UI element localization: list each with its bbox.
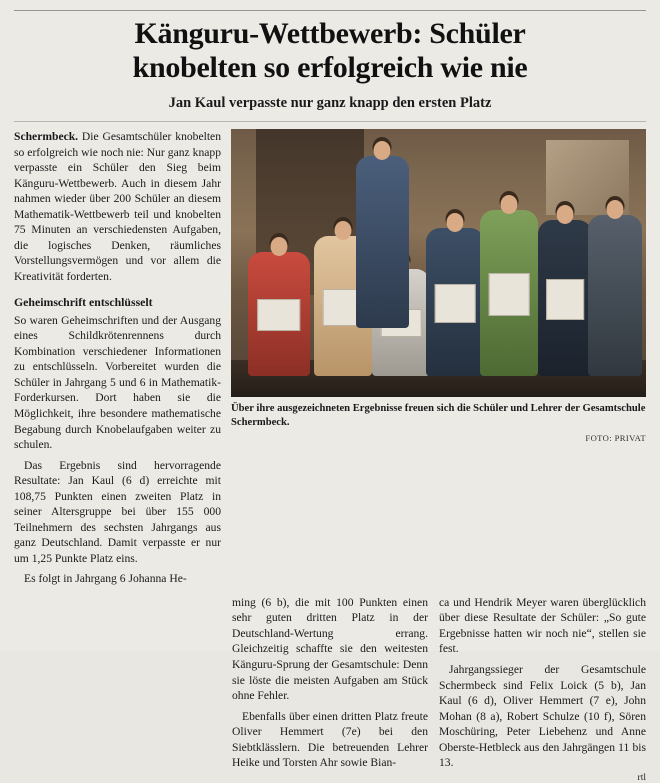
photo-person-head	[374, 141, 391, 160]
section-heading: Geheimschrift entschlüsselt	[14, 294, 153, 309]
article-photo-block	[231, 129, 646, 443]
article-column-middle	[232, 595, 428, 783]
photo-caption: Über ihre ausgezeichneten Ergebnisse freuen sich die Schüler und Lehrer der Gesamtschule Schermbeck.	[231, 403, 646, 428]
article-subheadline: Jan Kaul verpasste nur ganz knapp den ersten Platz	[168, 95, 492, 112]
headline-line-1: Känguru-Wettbewerb: Schüler	[134, 17, 526, 50]
top-divider	[14, 10, 646, 11]
paragraph-mid-1: ming (6 b), die mit 100 Punkten einen sehr guten dritten Platz in der Deutschland-Wertung errang. Gleichzeitig schaffte sie den weitesten Känguru-Sprung der Gesamtschule: Denn sie löste die meisten Aufgaben am Stück ohne Fehler.	[232, 595, 428, 703]
photo-person	[480, 210, 538, 376]
photo-certificate	[257, 299, 301, 331]
photo-credit: FOTO: PRIVAT	[585, 432, 646, 443]
article-column-left-top	[14, 129, 221, 587]
paragraph-left-1: So waren Geheimschriften und der Ausgang eines Schildkrötenrennens durch Kombination verschiedener Informationen zu entschlüsseln. Vorbereitet wurden die Schüler in Jahrgang 5 und 6 in Mathematik-Forderkursen. Dort haben sie die Möglichkeit, ihre besondere mathematische Begabung durch Knobelaufgaben weiter zu schulen.	[14, 313, 221, 452]
photo-person-head	[557, 205, 574, 224]
photo-person-head	[501, 195, 518, 214]
photo-person	[588, 215, 642, 376]
photo-person-head	[335, 221, 352, 240]
photo-certificate	[546, 279, 584, 319]
paragraph-left-3: Es folgt in Jahrgang 6 Johanna He-	[24, 572, 187, 586]
article-lower-section	[14, 595, 646, 783]
photo-person	[538, 220, 592, 375]
photo-person-head	[447, 213, 464, 232]
paragraph-right-1: ca und Hendrik Meyer waren überglücklich über diese Resultate der Schüler: „So gute Ergebnisse hatten wir noch nie“, stellen sie fest.	[439, 595, 646, 656]
group-photo	[231, 129, 646, 397]
article-column-right	[439, 595, 646, 783]
photo-person	[248, 252, 310, 375]
dateline: Schermbeck.	[14, 130, 79, 144]
photo-certificate	[489, 273, 530, 316]
lead-paragraph	[14, 129, 221, 284]
photo-person-head	[270, 237, 287, 256]
paragraph-left-2: Das Ergebnis sind hervorragende Resultate: Jan Kaul (6 d) erreichte mit 108,75 Punkten einen zweiten Platz in seiner Altersgruppe bei über 155 000 Teilnehmern des sechsten Jahrgangs aus ganz Deutschland. Damit verpasste er nur um 1,25 Punkte Platz eins.	[14, 458, 221, 565]
photo-person	[426, 228, 484, 375]
subheadline-divider	[14, 121, 646, 122]
headline-line-2: knobelten so erfolgreich wie nie	[132, 50, 528, 84]
article-upper-section	[14, 129, 646, 587]
photo-certificate	[435, 284, 476, 322]
page-title	[20, 17, 640, 84]
paragraph-mid-2: Ebenfalls über einen dritten Platz freute Oliver Hemmert (7e) bei den Siebtklässlern. Die betreuenden Lehrer Heike und Torsten Ahr sowie Bian-	[232, 709, 428, 770]
paragraph-right-2: Jahrgangssieger der Gesamtschule Schermbeck sind Felix Loick (5 b), Jan Kaul (6 d), Oliver Hemmert (7 e), John Mohan (8 a), Robert Schulze (10 f), Sören Moschüring, Peter Liebehenz und Anne Oberste-Hetbleck aus den Jahrgängen 11 bis 13.	[439, 662, 646, 770]
photo-person-head	[606, 200, 623, 219]
lead-text: Die Gesamtschüler knobelten so erfolgreich wie noch nie: Nur ganz knapp verpasste ein Schüler den Sieg beim Känguru-Wettbewerb. Auch in diesem Jahr nahmen wieder über 200 Schüler an diesem Mathematik-Wettbewerb teil und knobelten 75 Minuten an verschiedensten Aufgaben, die logisches Denken, räumliches Vorstellungsvermögen und vor allem die Kreativität forderten.	[14, 130, 221, 283]
article-byline: rtl	[637, 772, 646, 783]
article-column-left-bottom	[14, 595, 221, 783]
photo-person	[356, 156, 410, 328]
